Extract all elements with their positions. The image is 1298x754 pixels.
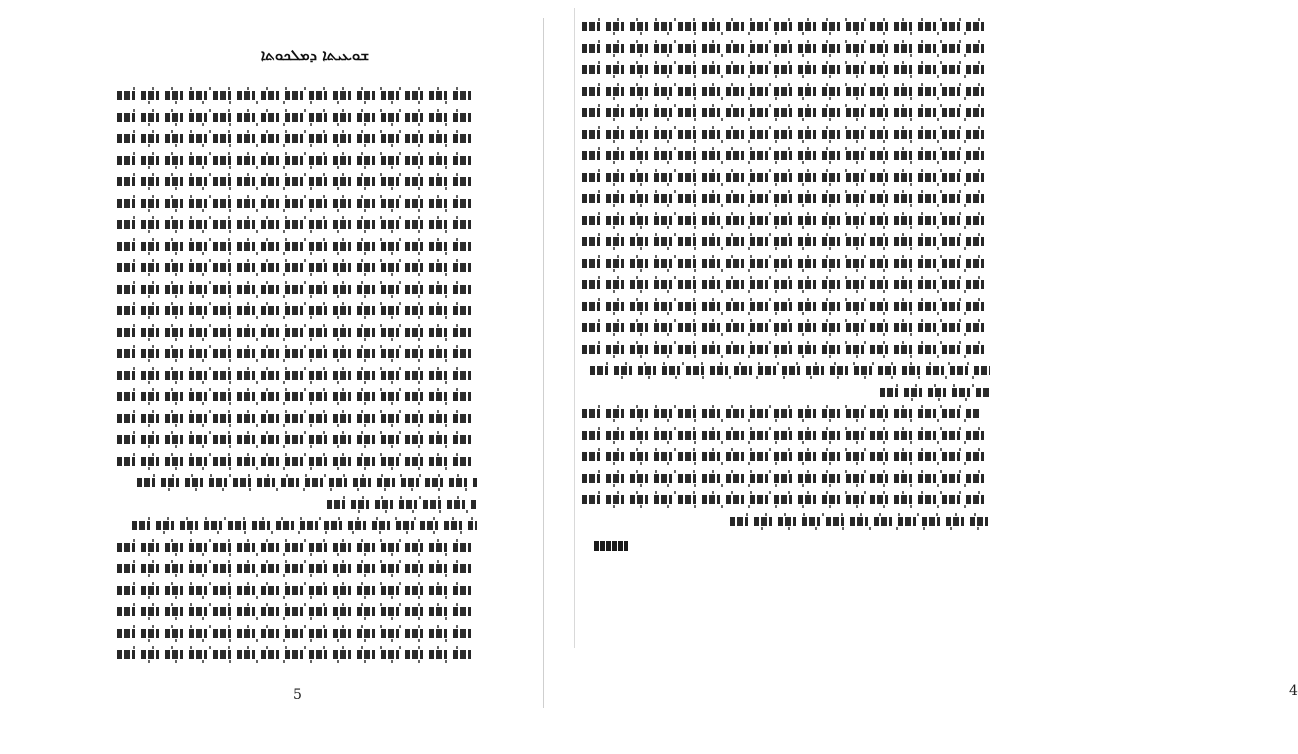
- text-line: [117, 107, 477, 129]
- text-line: [117, 236, 477, 258]
- page-gutter: [543, 18, 544, 708]
- text-line: [582, 382, 990, 404]
- text-line: [582, 253, 990, 275]
- text-line: [117, 343, 477, 365]
- text-line: [582, 274, 990, 296]
- text-line: [582, 231, 990, 253]
- text-line: [582, 167, 990, 189]
- page-number-right: 4: [1289, 683, 1298, 699]
- text-line: [117, 279, 477, 301]
- chapter-heading: ܫܘܥܝܬܐ ܕܡܠܟܘܬܐ: [260, 46, 370, 64]
- text-line: [582, 296, 990, 318]
- text-line: [117, 472, 477, 494]
- text-line: [582, 489, 990, 511]
- right-page: [545, 0, 1298, 754]
- text-line: [117, 214, 477, 236]
- text-line: [117, 558, 477, 580]
- text-line: [582, 38, 990, 60]
- text-line: [582, 339, 990, 361]
- text-line: [582, 425, 990, 447]
- text-line: [117, 322, 477, 344]
- text-line: [117, 451, 477, 473]
- text-line: [117, 128, 477, 150]
- text-line: [582, 145, 990, 167]
- text-line: [582, 317, 990, 339]
- text-line: [582, 210, 990, 232]
- text-line: [117, 171, 477, 193]
- text-line: [117, 429, 477, 451]
- text-line: [582, 446, 990, 468]
- text-line: [582, 16, 990, 38]
- text-line: [117, 365, 477, 387]
- text-line: [117, 644, 477, 666]
- text-line: [582, 511, 990, 533]
- text-line: [582, 102, 990, 124]
- text-line: [582, 468, 990, 490]
- signature-mark: [594, 541, 628, 551]
- page-number-left: 5: [293, 687, 302, 703]
- text-line: [117, 257, 477, 279]
- text-line: [117, 386, 477, 408]
- text-line: [117, 150, 477, 172]
- text-line: [117, 408, 477, 430]
- text-line: [117, 601, 477, 623]
- left-page: [0, 0, 540, 754]
- text-line: [582, 124, 990, 146]
- text-line: [117, 623, 477, 645]
- text-line: [117, 193, 477, 215]
- text-line: [582, 188, 990, 210]
- text-line: [582, 59, 990, 81]
- text-line: [117, 494, 477, 516]
- text-line: [117, 515, 477, 537]
- text-line: [582, 403, 990, 425]
- text-line: [117, 85, 477, 107]
- text-line: [117, 300, 477, 322]
- left-text-block: [117, 85, 477, 666]
- text-line: [117, 580, 477, 602]
- text-line: [117, 537, 477, 559]
- text-line: [582, 81, 990, 103]
- text-line: [582, 360, 990, 382]
- right-text-block: [582, 16, 990, 532]
